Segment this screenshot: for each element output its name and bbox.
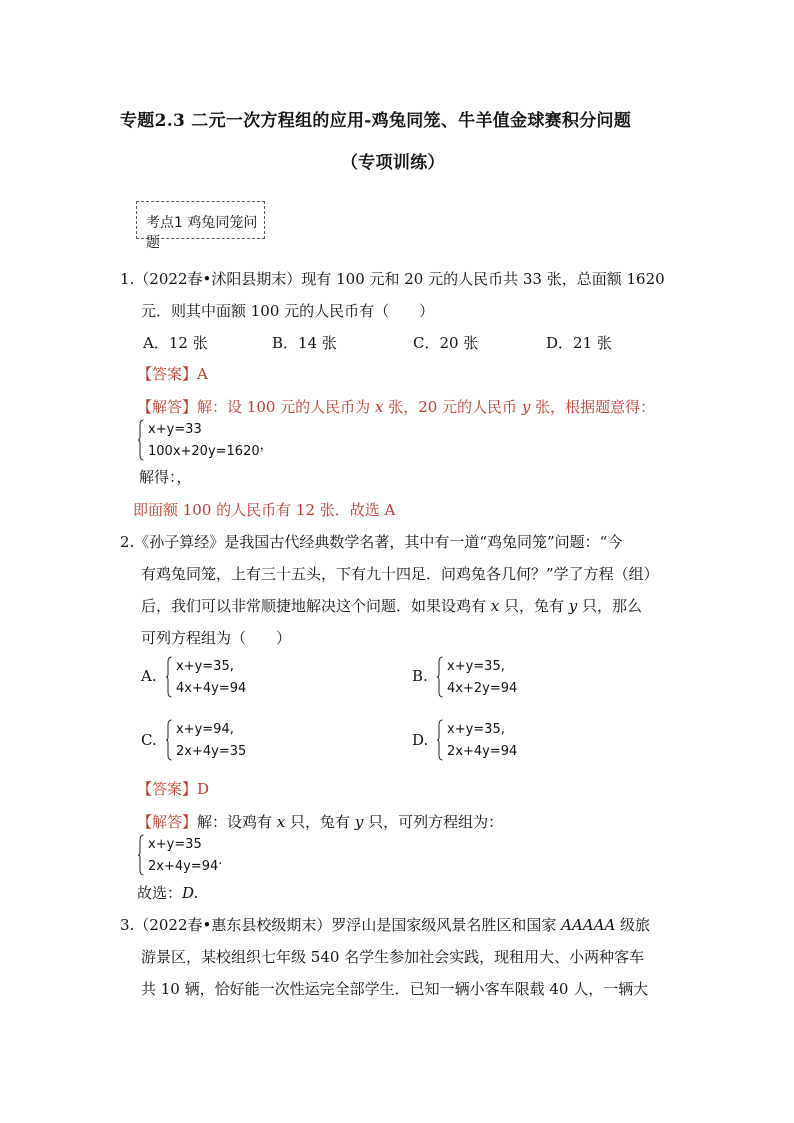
q1-line2: 元．则其中面额 100 元的人民币有（ ） xyxy=(141,302,435,320)
q2-line3: 后，我们可以非常顺捷地解决这个问题．如果设鸡有 x 只，兔有 y 只，那么 xyxy=(141,597,643,615)
q2-choose-value: D. xyxy=(182,884,199,902)
q1-equation-system xyxy=(138,419,278,463)
q1-answer xyxy=(137,363,208,384)
q3-line2: 游景区，某校组织七年级 540 名学生参加社会实践，现租用大、小两种客车 xyxy=(141,948,645,966)
q2-equation-system xyxy=(138,834,278,878)
q2-line4: 可列方程组为（ ） xyxy=(141,629,292,647)
q1-line1: 1.（2022春•沭阳县期末）现有 100 元和 20 元的人民币共 33 张，总面额 1620 xyxy=(120,270,665,288)
q1-solution-text-a: 解：设 100 元的人民币为 xyxy=(197,398,375,416)
q3-line3: 共 10 辆，恰好能一次性运完全部学生．已知一辆小客车限载 40 人，一辆大 xyxy=(141,980,649,998)
q2-var-y: y xyxy=(568,597,578,615)
brace-icon xyxy=(437,656,443,698)
q1-solution-text-b: 张，20 元的人民币 xyxy=(383,398,522,416)
q1-solution-var-y: y xyxy=(521,398,531,416)
q1-answer-value: A xyxy=(197,365,208,383)
q2-solution: 【解答】解：设鸡有 x 只，兔有 y 只，可列方程组为： xyxy=(137,813,504,831)
brace-icon xyxy=(166,719,172,761)
q1-system-eq2: 100x+20y=1620， xyxy=(148,438,273,459)
q2-answer-label: 【答案】 xyxy=(137,780,198,798)
q2-line2: 有鸡兔同笼，上有三十五头，下有九十四足．问鸡兔各几何？”学了方程（组） xyxy=(141,565,659,583)
q1-option-d: D．21 张 xyxy=(546,334,612,352)
q1-solve-label: 解得：， xyxy=(139,468,192,486)
brace-icon xyxy=(166,656,172,698)
brace-icon xyxy=(138,419,144,461)
q3-italic-rating: AAAAA xyxy=(561,916,616,934)
q1-system-suffix: ， xyxy=(259,438,273,453)
q2-answer xyxy=(137,778,209,799)
q3-line1: 3.（2022春•惠东县校级期末）罗浮山是国家级风景名胜区和国家 AAAAA 级旅 xyxy=(120,916,651,934)
section-box xyxy=(136,201,265,251)
q2-option-b-system: x+y=35, 4x+2y=94 xyxy=(437,656,557,700)
q1-option-b: B．14 张 xyxy=(272,334,337,352)
q2-system-eq2: 2x+4y=94. xyxy=(148,853,223,874)
q1-solution-label: 【解答】 xyxy=(137,398,198,416)
q2-system-eq1: x+y=35 xyxy=(148,837,202,852)
q1-solution xyxy=(137,396,655,417)
q2-solution-label: 【解答】 xyxy=(137,813,198,831)
q1-answer-label: 【答案】 xyxy=(137,365,198,383)
q2-option-c-system: x+y=94, 2x+4y=35 xyxy=(166,719,286,763)
section-label: 考点1 鸡兔同笼问题 xyxy=(146,215,258,251)
q2-option-a-system: x+y=35, 4x+4y=94 xyxy=(166,656,286,700)
q2-option-a-letter: A. xyxy=(141,667,157,685)
brace-icon xyxy=(437,719,443,761)
q1-conclusion: 即面额 100 的人民币有 12 张．故选 A xyxy=(133,501,396,519)
q2-option-d-system: x+y=35, 2x+4y=94 xyxy=(437,719,557,763)
q2-option-b-letter: B. xyxy=(412,667,428,685)
q2-option-d-letter: D. xyxy=(412,731,429,749)
brace-icon xyxy=(138,834,144,876)
page-subtitle: （专项训练） xyxy=(341,153,445,173)
q1-option-c: C．20 张 xyxy=(413,334,479,352)
q1-solution-text-c: 张，根据题意得： xyxy=(530,398,656,416)
q2-line1: 2.《孙子算经》是我国古代经典数学名著，其中有一道“鸡兔同笼”问题：“今 xyxy=(120,533,623,551)
q1-option-a: A．12 张 xyxy=(143,334,208,352)
q1-solution-var-x: x xyxy=(374,398,384,416)
q2-option-c-letter: C. xyxy=(141,731,157,749)
q2-choose: 故选：D. xyxy=(137,884,199,902)
q1-system-eq1: x+y=33 xyxy=(148,422,202,437)
q2-answer-value: D xyxy=(197,780,210,798)
q2-var-x: x xyxy=(490,597,500,615)
page-title: 专题2.3 二元一次方程组的应用-鸡兔同笼、牛羊值金球赛积分问题 xyxy=(120,111,632,131)
